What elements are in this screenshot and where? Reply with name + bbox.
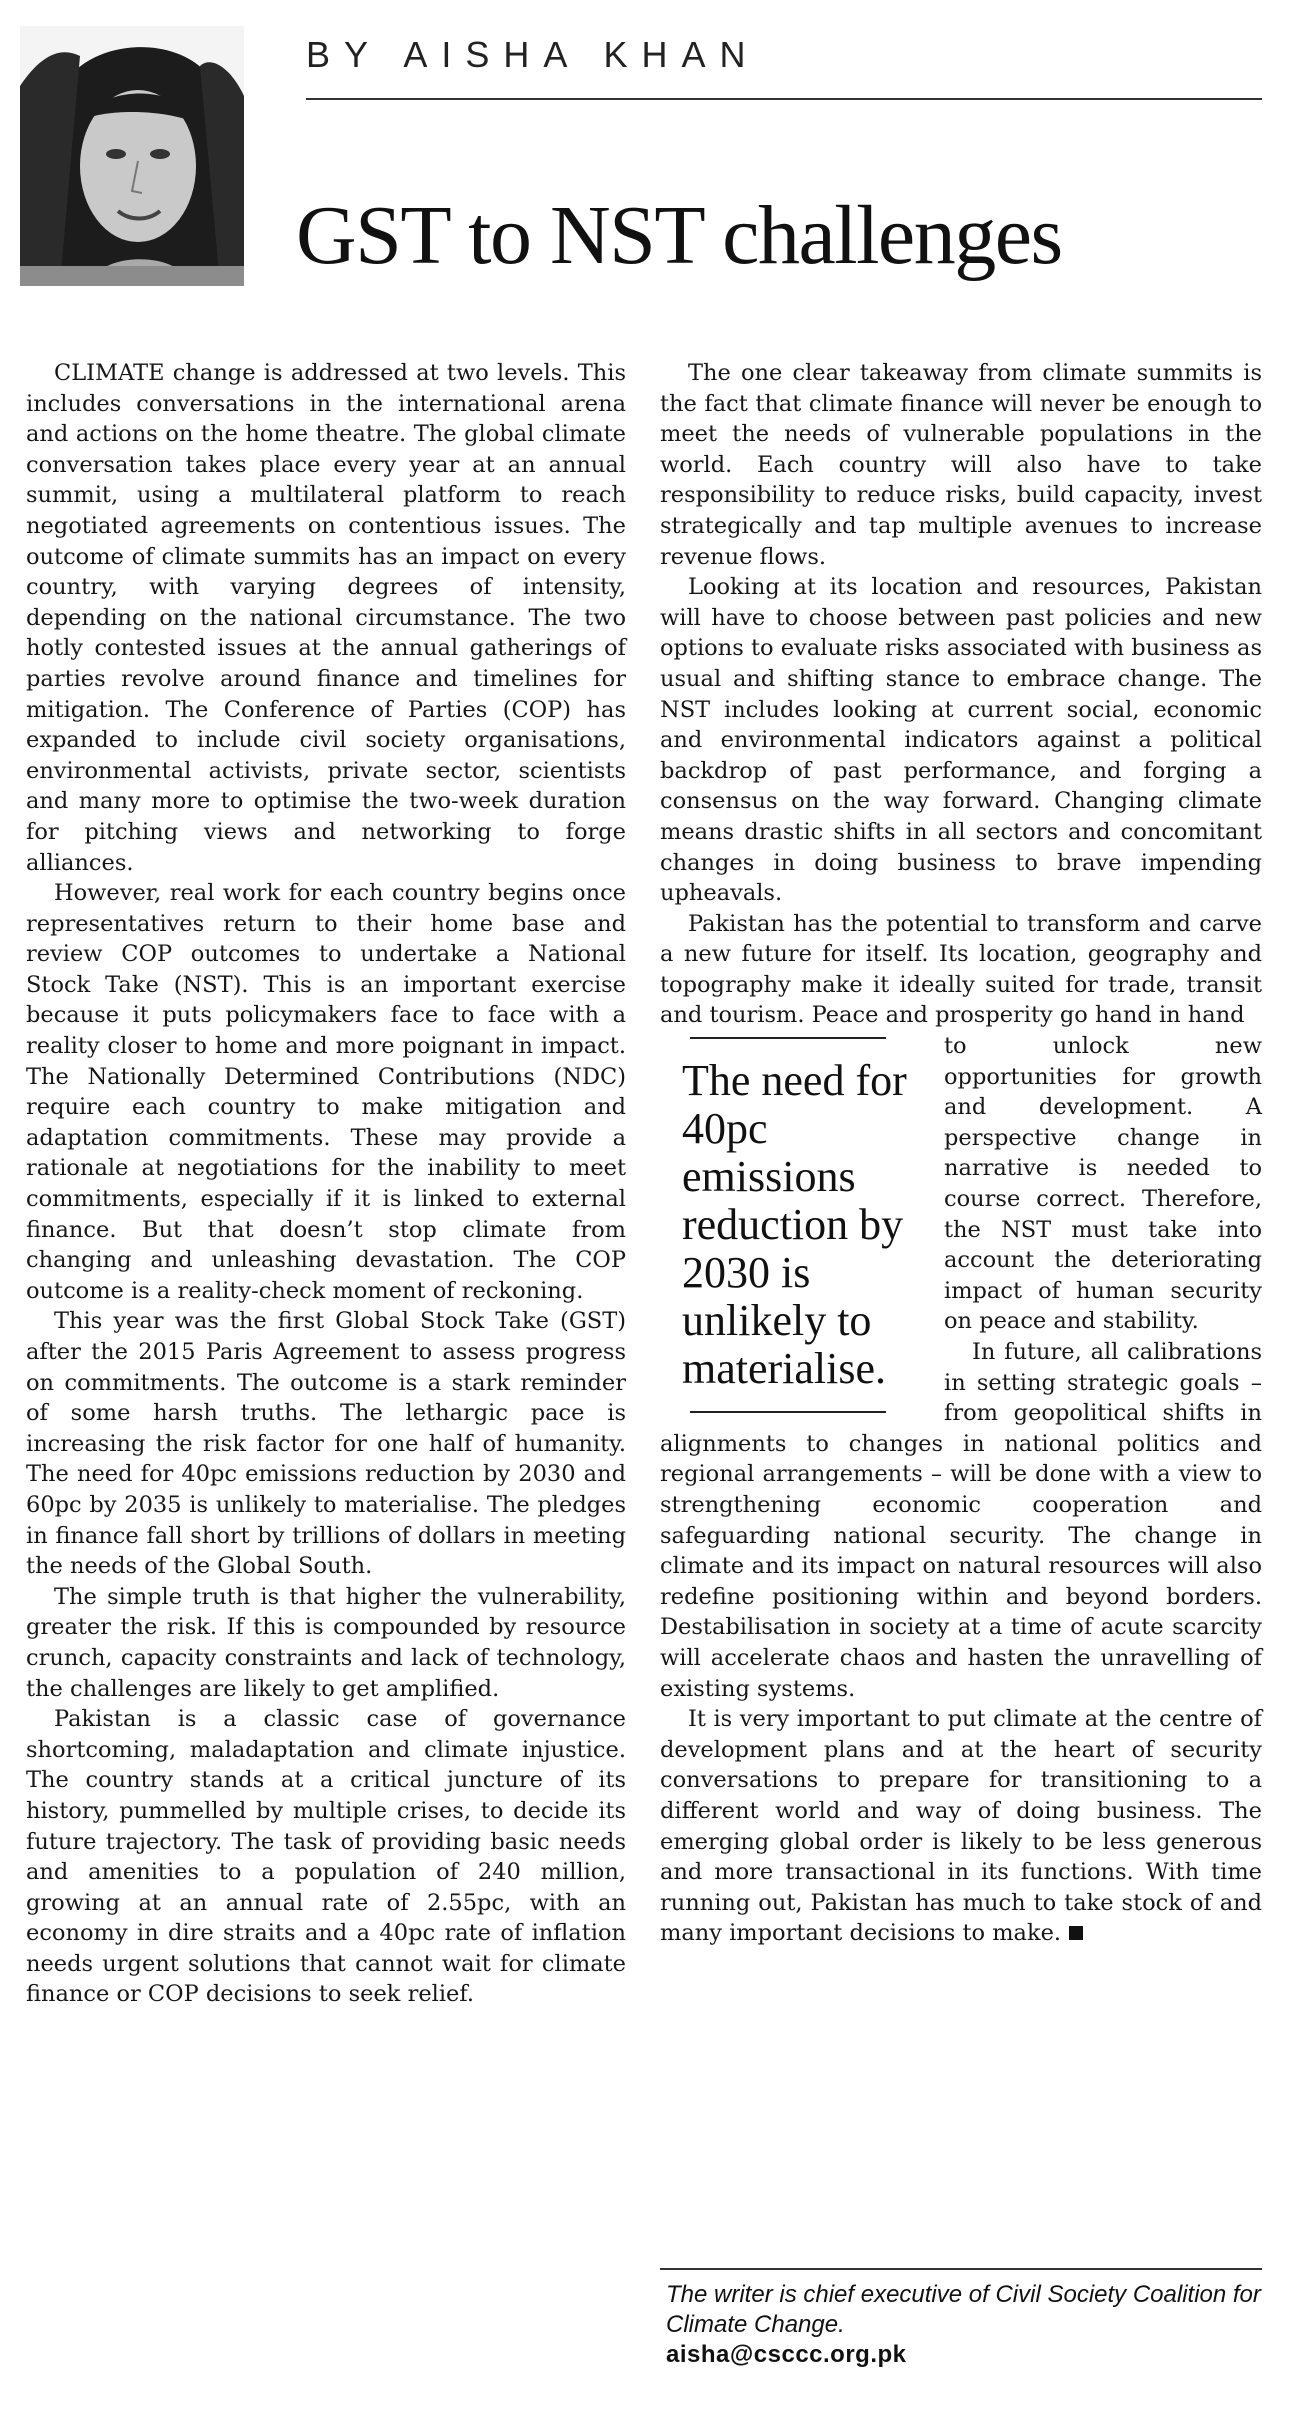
photo-accent-bar [20,266,244,286]
author-email: aisha@csccc.org.pk [666,2341,907,2368]
paragraph: The simple truth is that higher the vulnerability, greater the risk. If this is compounded by resource crunch, capacity constraints and lack of technology, the challenges are likely to get amplified. [26,1583,626,1702]
right-column [660,358,1262,1949]
end-mark-icon [1069,1926,1083,1940]
paragraph: Looking at its location and resources, Pakistan will have to choose between past policies and new options to evaluate risks associated with business as usual and shifting stance to embrace change. The NST includes looking at current social, economic and environmental indicators against a political backdrop of past performance, and forging a consensus on the way forward. Changing climate means drastic shifts in all sectors and concomitant changes in doing business to brave impending upheavals. [660,574,1262,907]
paragraph: Pakistan is a classic case of governance shortcoming, maladaptation and climate injustice. The country stands at a critical juncture of its history, pummelled by multiple crises, to decide its future trajectory. The task of providing basic needs and amenities to a population of 240 million, growing at an annual rate of 2.55pc, with an economy in dire straits and a 40pc rate of inflation needs urgent solutions that cannot wait for climate finance or COP decisions to seek relief. [26,1706,626,2008]
author-photo [20,26,244,284]
paragraph: However, real work for each country begins once representatives return to their home base and review COP outcomes to undertake a National Stock Take (NST). This is an important exercise because it puts policymakers face to face with a reality closer to home and more poignant in impact. The Nationally Determined Contributions (NDC) require each country to make mitigation and adaptation commitments. These may provide a rationale at negotiations for the inability to meet commitments, especially if it is linked to external finance. But that doesn’t stop climate from changing and unleashing devastation. The COP outcome is a reality-check moment of reckoning. [26,880,626,1304]
byline: BY AISHA KHAN [306,34,760,75]
author-footer [666,2280,1262,2370]
footer-rule [660,2268,1262,2270]
header-rule [306,98,1262,100]
paragraph: CLIMATE change is addressed at two levels. This includes conversations in the international arena and actions on the home theatre. The global climate conversation takes place every year at an annual summit, using a multilateral platform to reach negotiated agreements on contentious issues. The outcome of climate summits has an impact on every country, with varying degrees of intensity, depending on the national circumstance. The two hotly contested issues at the annual gatherings of parties revolve around finance and timelines for mitigation. The Conference of Parties (COP) has expanded to include civil society organisations, environmental activists, private sector, scientists and many more to optimise the two-week duration for pitching views and networking to forge alliances. [26,360,626,876]
pull-quote-text: The need for 40pc emissions reduction by 2030 is unlikely to materialise. [682,1056,907,1394]
paragraph: Pakistan has the potential to transform and carve a new future for itself. Its location, geography and topography make it ideally suited for trade, transit and tourism. Peace and prosperity go hand in hand [660,910,1262,1029]
headline: GST to NST challenges [296,189,1062,282]
paragraph: This year was the first Global Stock Take (GST) after the 2015 Paris Agreement to assess progress on commitments. The outcome is a stark reminder of some harsh truths. The lethargic pace is increasing the risk factor for one half of humanity. The need for 40pc emissions reduction by 2030 and 60pc by 2035 is unlikely to materialise. The pledges in finance fall short by trillions of dollars in meeting the needs of the Global South. [26,1308,626,1580]
left-column [26,358,626,2010]
pull-quote [660,1037,922,1413]
paragraph-continued: to unlock new opportunities for growth and development. A perspective change in narrative is needed to course correct. Therefore, the NST must take into account the deteriorating impact of human security on peace and stability. [944,1033,1262,1335]
paragraph: The one clear takeaway from climate summits is the fact that climate finance will never be enough to meet the needs of vulnerable populations in the world. Each country will also have to take responsibility to reduce risks, build capacity, invest strategically and tap multiple avenues to increase revenue flows. [660,360,1262,570]
final-paragraph-text: It is very important to put climate at the centre of development plans and at the heart of security conversations to prepare for transitioning to a different world and way of doing business. The emerging global order is likely to be less generous and more transactional in its functions. With time running out, Pakistan has much to take stock of and many important decisions to make. [660,1706,1262,1947]
author-bio: The writer is chief executive of Civil Society Coalition for Climate Change. [666,2281,1261,2338]
paragraph: In future, all calibrations in setting strategic goals – from geopolitical shifts in alignments to changes in national politics and regional arrangements – will be done with a view to strengthening economic cooperation and safeguarding national security. The change in climate and its impact on natural resources will also redefine positioning within and beyond borders. Destabilisation in society at a time of acute scarcity will accelerate chaos and hasten the unravelling of existing systems. [660,1339,1262,1702]
pull-quote-bottom-rule [690,1411,886,1413]
paragraph-final [660,1704,1262,1949]
